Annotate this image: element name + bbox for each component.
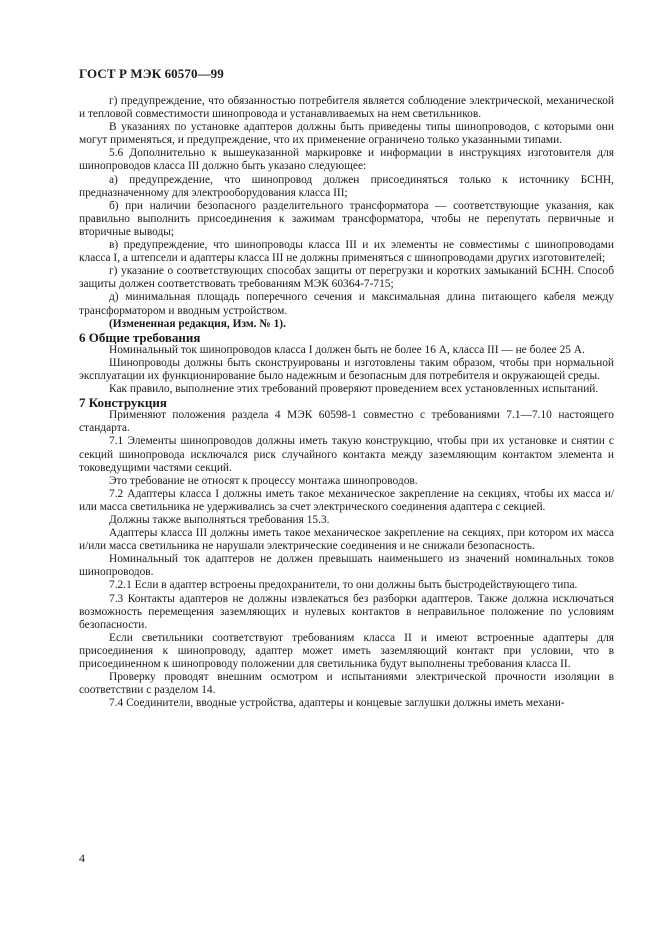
paragraph: 5.6 Дополнительно к вышеуказанной маркировке и информации в инструкциях изготовителя для шинопроводов класса III должно быть указано следующее:: [79, 147, 614, 173]
amendment-note: (Измененная редакция, Изм. № 1).: [109, 317, 286, 330]
paragraph: 7.3 Контакты адаптеров не должны извлекаться без разборки адаптеров. Также должна исключаться возможность перемещения заземляющих и нулевых контактов в неправильное положение по условиям безопасности.: [79, 592, 614, 631]
paragraph: Номинальный ток адаптеров не должен превышать наименьшего из значений номинальных токов шинопроводов.: [79, 553, 614, 579]
paragraph: в) предупреждение, что шинопроводы класса III и их элементы не совместимы с шинопроводами класса I, а штепсели и адаптеры класса III не должны применяться с шинопроводами других изготовителей;: [79, 239, 614, 265]
paragraph: 7.2 Адаптеры класса I должны иметь такое механическое закрепление на секциях, чтобы их масса и/или масса светильника не удерживались за счет электрического соединения адаптера с секцией.: [79, 487, 614, 513]
paragraph: Адаптеры класса III должны иметь такое механическое закрепление на секциях, при котором их масса и/или масса светильника не нарушали электрические соединения и не снижали безопасность.: [79, 527, 614, 553]
document-body: [79, 95, 614, 710]
document-header: ГОСТ Р МЭК 60570—99: [79, 66, 224, 81]
paragraph: 7.4 Соединители, вводные устройства, адаптеры и концевые заглушки должны иметь механи-: [109, 697, 565, 710]
paragraph: Должны также выполняться требования 15.3.: [109, 514, 330, 526]
paragraph: Применяют положения раздела 4 МЭК 60598-1 совместно с требованиями 7.1—7.10 настоящего стандарта.: [79, 409, 614, 435]
paragraph: 7.1 Элементы шинопроводов должны иметь такую конструкцию, чтобы при их установке и снятии с секций шинопровода исключался риск случайного контакта между заземляющим контактом элемента и токоведущими частями секций.: [79, 435, 614, 474]
paragraph: Если светильники соответствуют требованиям класса II и имеют встроенные адаптеры для присоединения к шинопроводу, адаптер может иметь заземляющий контакт при условии, что в присоединенном к шинопроводу положении для светильника будут выполнены требования класса II.: [79, 631, 614, 671]
paragraph: б) при наличии безопасного разделительного трансформатора — соответствующие указания, как правильно выполнить присоединения к зажимам трансформатора, чтобы не перепутать первичные и вторичные выводы;: [79, 199, 614, 238]
paragraph: 7.2.1 Если в адаптер встроены предохранители, то они должны быть быстродействующего типа.: [109, 579, 578, 592]
paragraph: а) предупреждение, что шинопровод должен присоединяться только к источнику БСНН, предназначенному для электрооборудования класса III;: [79, 173, 614, 199]
paragraph: г) указание о соответствующих способах защиты от перегрузки и коротких замыканий БСНН. Способ защиты должен соответствовать требованиям МЭК 60364-7-715;: [79, 265, 614, 291]
paragraph: Как правило, выполнение этих требований проверяют проведением всех установленных испытаний.: [109, 383, 599, 396]
paragraph: д) минимальная площадь поперечного сечения и максимальная длина питающего кабеля между трансформатором и вводным устройством.: [79, 291, 614, 317]
paragraph: Проверку проводят внешним осмотром и испытаниями электрической прочности изоляции в соответствии с разделом 14.: [79, 671, 614, 697]
section-6-title: 6 Общие требования: [79, 329, 201, 345]
paragraph: г) предупреждение, что обязанностью потребителя является соблюдение электрической, механической и тепловой совместимости шинопровода и устанавливаемых на нем светильников.: [79, 95, 614, 121]
paragraph: В указаниях по установке адаптеров должны быть приведены типы шинопроводов, с которыми они могут применяться, и предупреждение, что их применение ограничено только указанными типами.: [79, 121, 614, 147]
paragraph: Это требование не относят к процессу монтажа шинопроводов.: [109, 474, 418, 487]
paragraph: Номинальный ток шинопроводов класса I должен быть не более 16 А, класса III — не более 25 А.: [109, 343, 585, 356]
paragraph: Шинопроводы должны быть сконструированы и изготовлены таким образом, чтобы при нормальной эксплуатации их функционирование было надежным и безопасным для потребителя и окружающей среды.: [79, 356, 614, 382]
page-number: 4: [79, 851, 85, 865]
section-7-title: 7 Конструкция: [79, 395, 167, 411]
